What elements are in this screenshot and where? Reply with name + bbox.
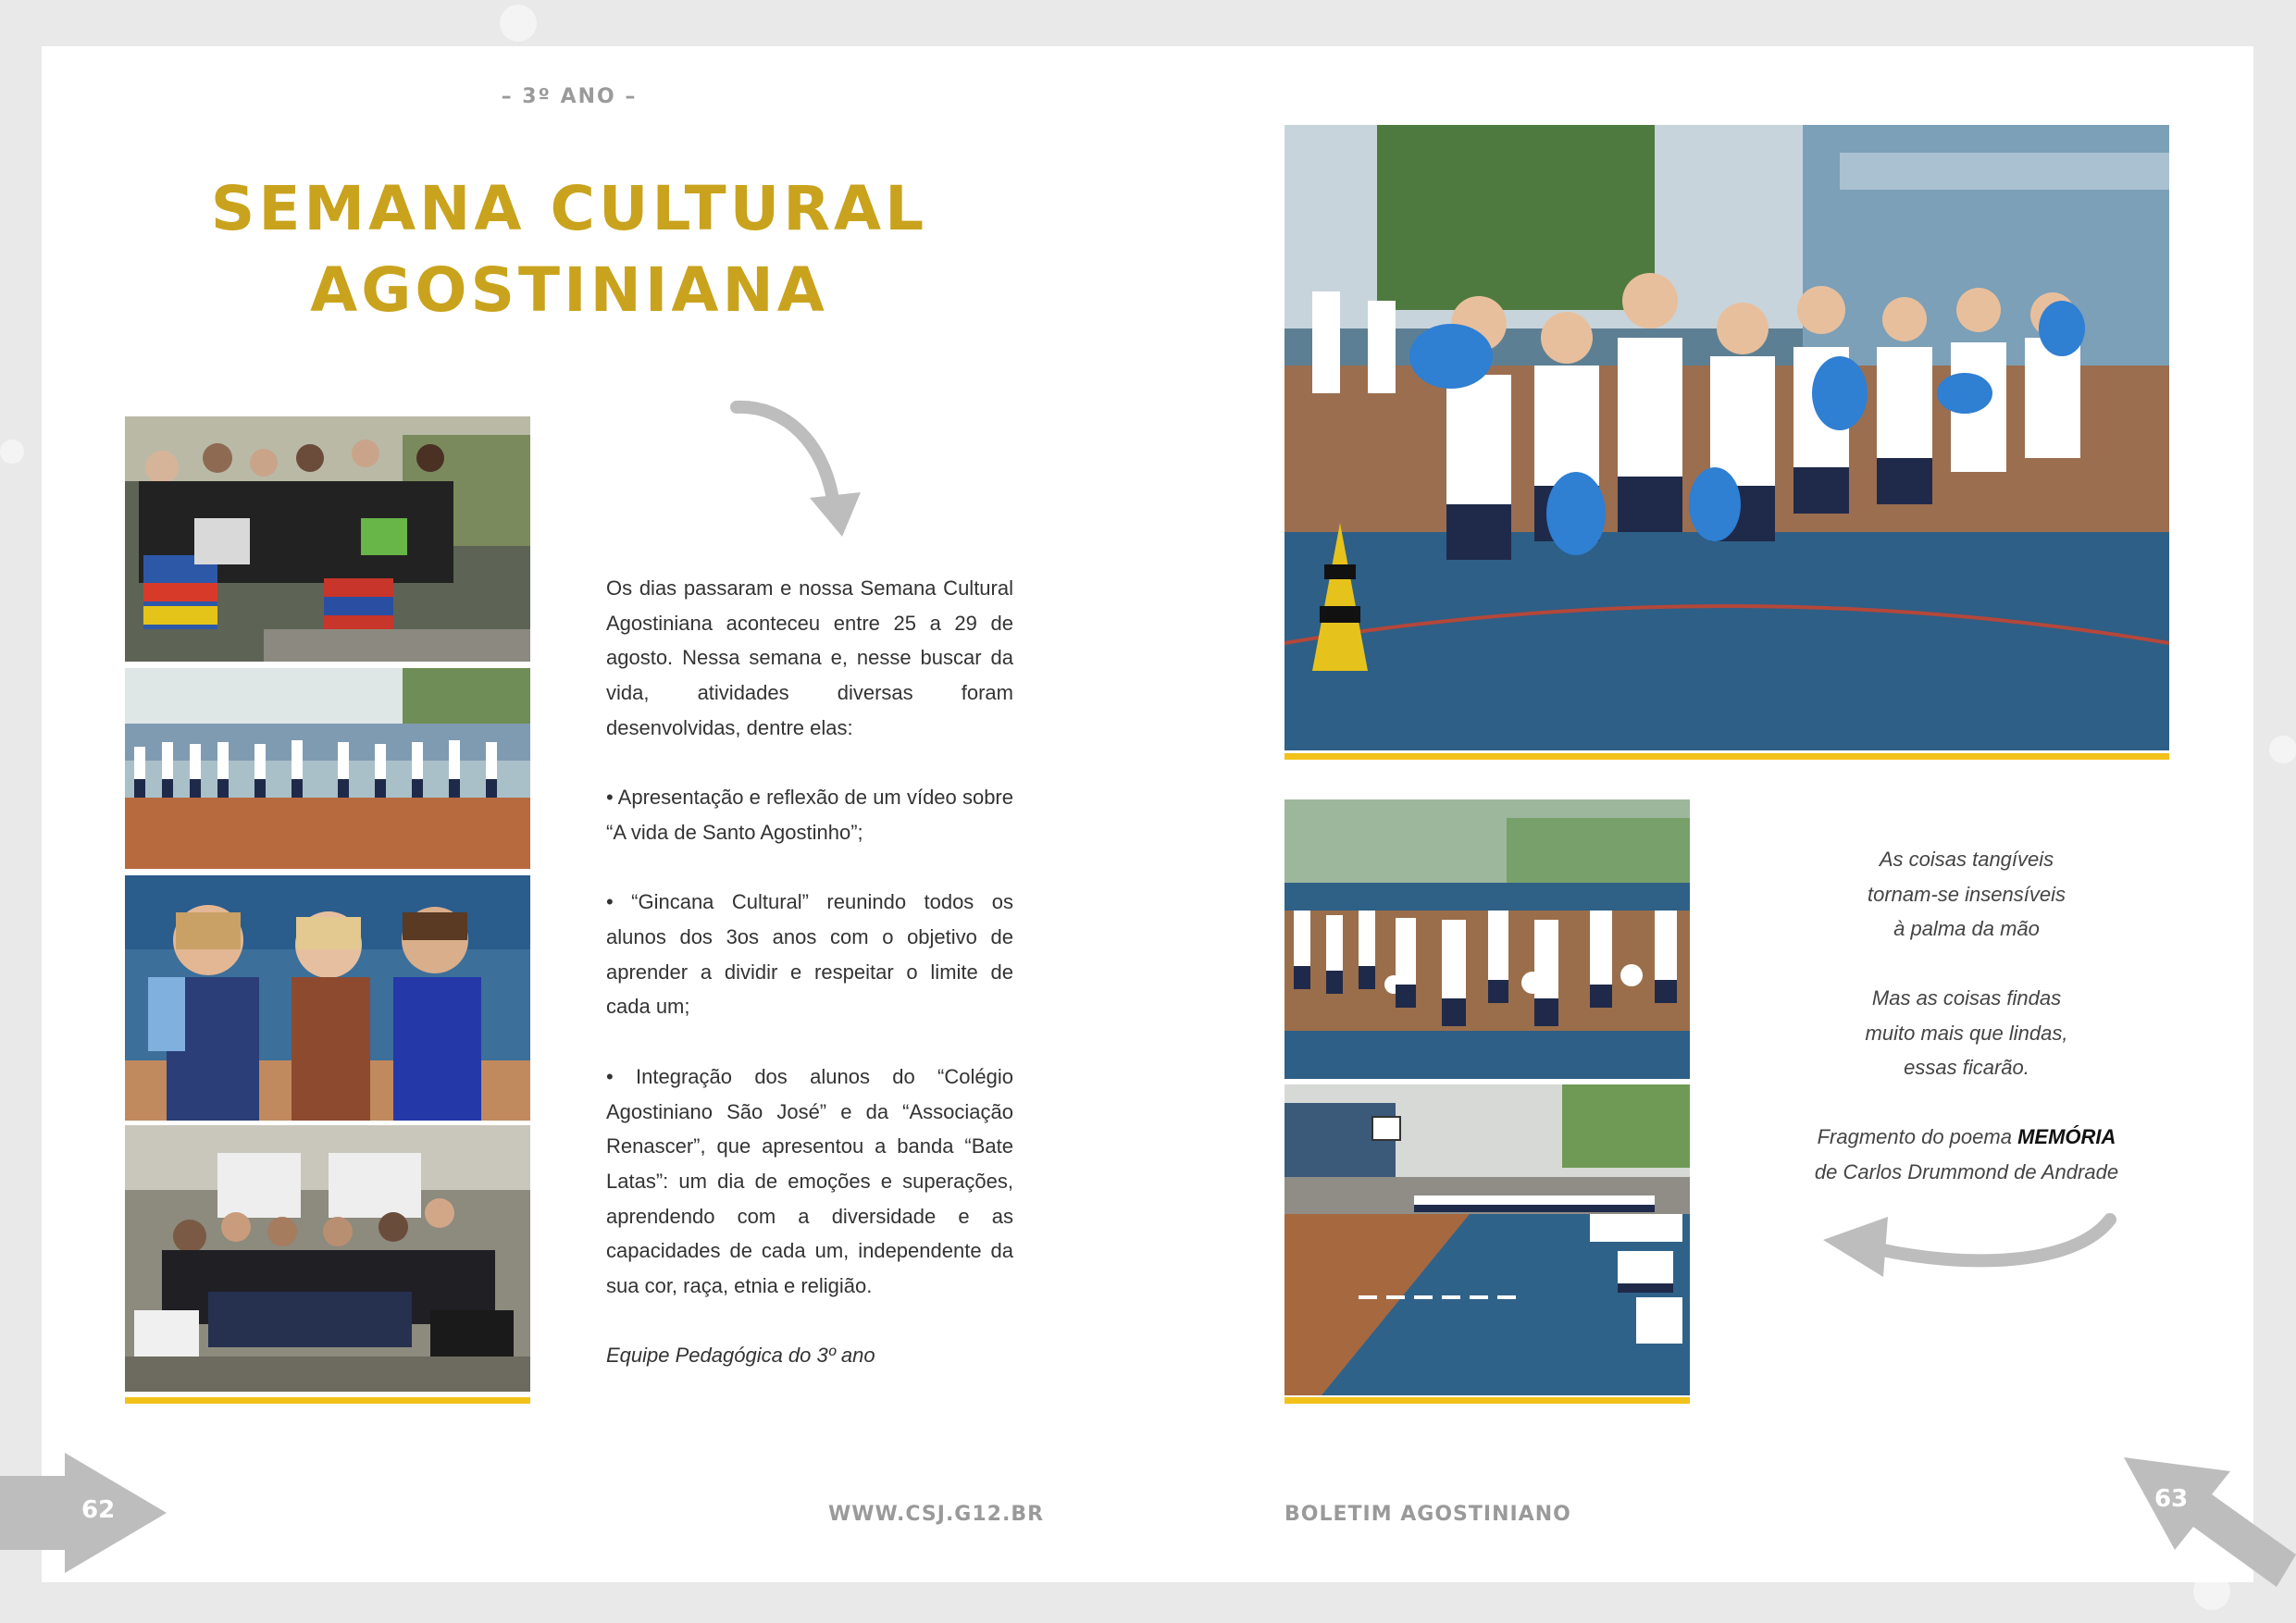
article-signature: Equipe Pedagógica do 3º ano — [606, 1344, 875, 1368]
photo-band-drums — [125, 416, 530, 662]
photo-students-gym-line — [125, 668, 530, 869]
section-kicker: – 3º ANO – — [501, 85, 638, 108]
poem-credit — [1768, 1120, 2166, 1189]
background-dot — [2269, 736, 2296, 763]
poem-line: tornam-se insensíveis — [1868, 882, 2066, 906]
poem-line: à palma da mão — [1893, 917, 2040, 940]
poem-line: Mas as coisas findas — [1871, 986, 2062, 1010]
poem-credit-prefix: Fragmento do poema — [1817, 1125, 2018, 1148]
poem-line: essas ficarão. — [1904, 1056, 2029, 1079]
main-photo-underline — [1285, 753, 2169, 760]
background-dot — [500, 5, 537, 42]
body-paragraph-integracao: • Integração dos alunos do “Colégio Agostiniano São José” e da “Associação Renascer”, que apresentou a banda “Bate Latas”: um dia de emoções e superações, aprendendo com a diversidade e as capacidades de cada um, independente da sua cor, raça, etnia e religião. — [606, 1064, 1013, 1298]
curved-arrow-left-icon — [1814, 1203, 2119, 1286]
curved-arrow-down-icon — [722, 389, 870, 546]
photo-column-underline — [125, 1397, 530, 1404]
body-paragraph-intro: Os dias passaram e nossa Semana Cultural Agostiniana aconteceu entre 25 a 29 de agosto. Nessa semana e, nesse buscar da vida, atividades diversas foram desenvolvidas, dentre elas: — [606, 576, 1013, 739]
poem-line: muito mais que lindas, — [1865, 1021, 2068, 1045]
photo-balloons-court — [1285, 125, 2169, 750]
photo-gym-students-seated — [1285, 1084, 1690, 1395]
background-dot — [0, 440, 24, 464]
poem-credit-author: de Carlos Drummond de Andrade — [1814, 1159, 2119, 1183]
poem-fragment — [1768, 842, 2166, 1224]
poem-stanza-2 — [1768, 981, 2166, 1085]
poem-line: As coisas tangíveis — [1879, 848, 2054, 871]
photo-students-court-balls — [1285, 799, 1690, 1079]
body-paragraph-gincana: • “Gincana Cultural” reunindo todos os alunos dos 3os anos com o objetivo de aprender a dividir e respeitar o limite de cada um; — [606, 890, 1013, 1019]
poem-credit-title: MEMÓRIA — [2017, 1125, 2116, 1148]
page-number-arrow-right-icon — [2119, 1453, 2296, 1601]
footer-website: WWW.CSJ.G12.BR — [828, 1503, 1045, 1526]
photo-three-girls — [125, 875, 530, 1121]
body-paragraph-video: • Apresentação e reflexão de um vídeo sobre “A vida de Santo Agostinho”; — [606, 786, 1013, 844]
footer-publication-name: BOLETIM AGOSTINIANO — [1285, 1503, 1571, 1526]
article-title-line-1: SEMANA CULTURAL — [210, 173, 928, 244]
page-number-left: 62 — [81, 1496, 116, 1524]
poem-stanza-1 — [1768, 842, 2166, 947]
page-number-right: 63 — [2154, 1485, 2189, 1513]
small-photos-underline — [1285, 1397, 1690, 1404]
article-body — [606, 571, 1013, 1408]
article-title-line-2: AGOSTINIANA — [310, 254, 828, 326]
photo-students-table — [125, 1125, 530, 1392]
